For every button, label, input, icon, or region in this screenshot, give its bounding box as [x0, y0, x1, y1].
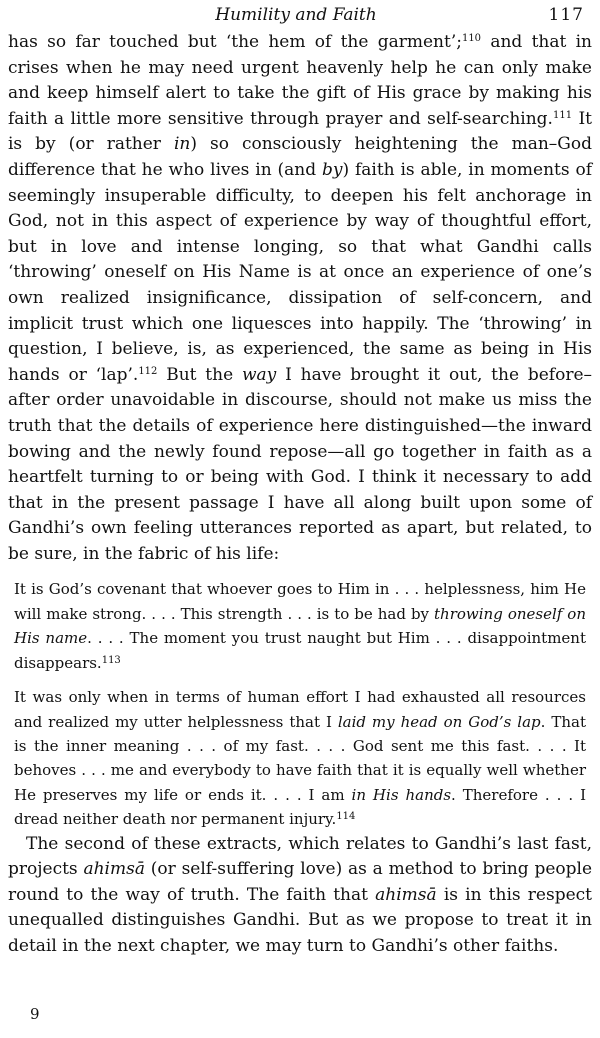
text-run: It is God’s covenant that whoever goes to Him in . . . helplessness, him He will make strong. . . . This strength . . . is to be had by: [14, 580, 586, 623]
block-quote-1: [14, 577, 586, 675]
text-run: . . . . The moment you trust naught but Him . . . disappointment disappears.: [14, 629, 586, 672]
text-run: has so far touched but ‘the hem of the garment’;: [8, 32, 462, 52]
italic-phrase: throwing oneself on His name: [14, 604, 586, 648]
text-run: . That is the inner meaning . . . of my fast. . . . God sent me this fast. . . . It behoves . . . me and everybody to have faith that it is equally well whether He preserves my life or ends it. . . . I am: [14, 712, 586, 804]
page-number: 117: [548, 5, 584, 25]
footnote-ref-110: 110: [461, 33, 482, 44]
footnote-ref-111: 111: [552, 109, 573, 121]
signature-mark: 9: [30, 1005, 40, 1023]
text-run: ) so consciously heightening the man–God difference that he who lives in (and: [8, 134, 592, 180]
footnote-ref-112: 112: [138, 365, 158, 377]
footnote-ref-114: 114: [336, 811, 356, 823]
chapter-title: Humility and Faith: [215, 5, 377, 25]
paragraph-continued: [8, 30, 592, 567]
italic-ahimsa: ahimsā: [375, 884, 437, 905]
text-run: and that in crises when he may need urgent heavenly help he can only make and keep himself alert to take the gift of His grace by making his faith a little more sensitive through prayer and self-searching.: [8, 32, 592, 129]
text-run: The second of these extracts, which relates to Gandhi’s last fast, projects: [8, 833, 592, 880]
text-run: is in this respect unequalled distinguishes Gandhi. But as we propose to treat it in detail in the next chapter, we may turn to Gandhi’s other faiths.: [8, 884, 592, 956]
paragraph: [8, 832, 592, 960]
quote-text: [14, 577, 586, 675]
text-run: But the: [157, 364, 242, 385]
italic-phrase: laid my head on God’s lap: [337, 712, 541, 731]
text-run: I have brought it out, the before–after order unavoidable in discourse, should not make us miss the truth that the details of experience here distinguished—the inward bowing and the newly found repose—all go together in faith as a heartfelt turning to or being with God. I think it necessary to add that in the present passage I have all along built upon some of Gandhi’s own feeling utterances reported as apart, but related, to be sure, in the fabric of his life:: [8, 364, 593, 564]
text-run: (or self-suffering love) as a method to bring people round to the way of truth. The faith that: [8, 859, 592, 905]
text-run: It is by (or rather: [8, 108, 592, 155]
quote-text: [14, 685, 586, 831]
italic-way: way: [241, 364, 277, 385]
italic-ahimsa: ahimsā: [83, 859, 145, 880]
italic-phrase: in His hands: [351, 785, 452, 804]
page-body: [8, 30, 592, 960]
text-run: It was only when in terms of human effort I had exhausted all resources and realized my utter helplessness that I: [14, 688, 586, 731]
footnote-ref-113: 113: [101, 654, 121, 666]
text-run: . Therefore . . . I dread neither death nor permanent injury.: [14, 785, 586, 829]
italic-by: by: [321, 159, 343, 180]
block-quote-2: [14, 685, 586, 831]
italic-in: in: [173, 134, 191, 155]
running-head: [8, 0, 584, 30]
text-run: ) faith is able, in moments of seemingly insuperable difficulty, to deepen his felt anchorage in God, not in this aspect of experience by way of thoughtful effort, but in love and intense longing, so that what Gandhi calls ‘throwing’ oneself on His Name is at once an experience of one’s own realized insignificance, dissipation of self-concern, and implicit trust which one liquesces into happily. The ‘throwing’ in question, I believe, is, as experienced, the same as being in His hands or ‘lap’.: [8, 159, 592, 385]
